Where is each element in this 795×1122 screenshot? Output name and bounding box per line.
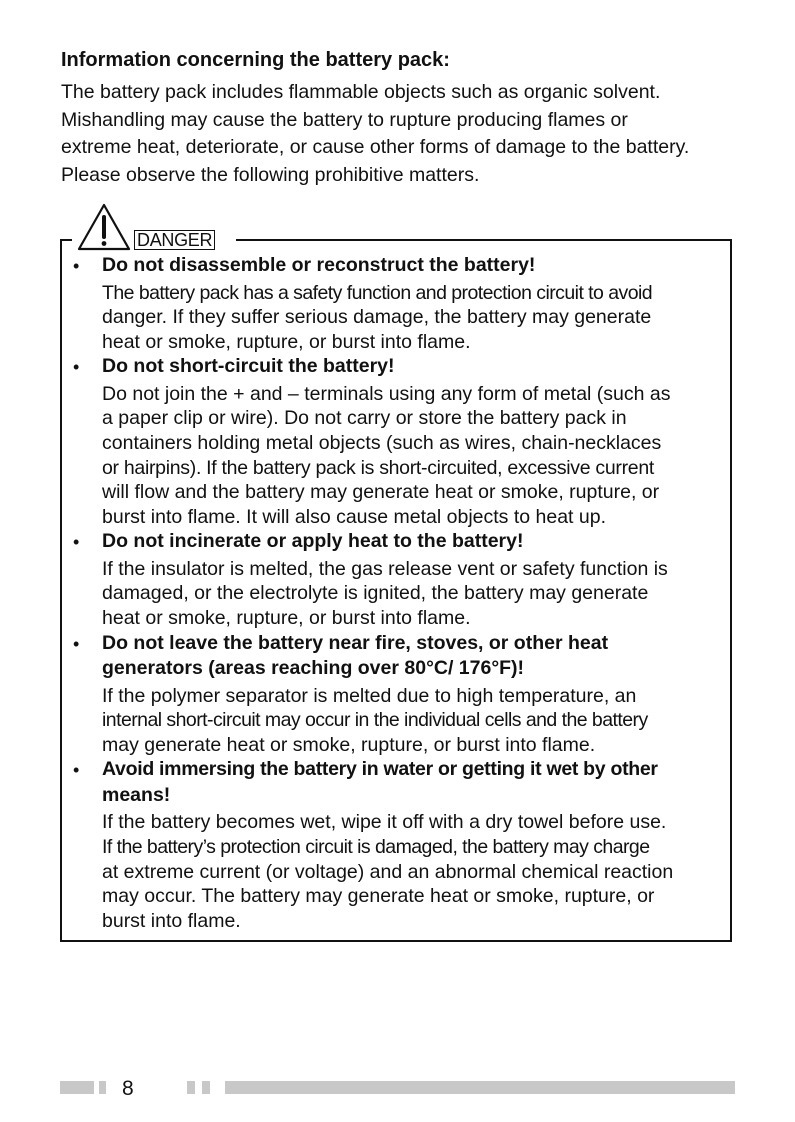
danger-header	[72, 200, 236, 252]
item-body-line: burst into flame.	[102, 909, 241, 932]
bullet: •	[73, 760, 80, 781]
list-item	[73, 253, 723, 354]
page-footer	[0, 1076, 795, 1106]
intro-line: Please observe the following prohibitive matters.	[61, 163, 480, 186]
danger-label: DANGER	[134, 230, 215, 250]
item-title-line: Do not disassemble or reconstruct the battery!	[102, 254, 536, 276]
intro-paragraph	[61, 79, 751, 189]
item-title	[102, 757, 723, 808]
bullet: •	[73, 532, 80, 553]
item-body-line: If the battery becomes wet, wipe it off with a dry towel before use.	[102, 811, 667, 834]
footer-bar-segment	[202, 1081, 210, 1094]
item-body-line: a paper clip or wire). Do not carry or store the battery pack in	[102, 407, 627, 430]
item-title-line: Avoid immersing the battery in water or getting it wet by other	[102, 758, 658, 781]
intro-line: extreme heat, deteriorate, or cause other forms of damage to the battery.	[61, 136, 690, 158]
list-item	[73, 757, 723, 933]
item-title	[102, 253, 723, 279]
item-title	[102, 631, 723, 682]
page-number: 8	[122, 1077, 134, 1100]
item-title	[102, 354, 723, 380]
item-body	[102, 382, 723, 530]
danger-list	[73, 253, 723, 933]
item-body-line: internal short-circuit may occur in the individual cells and the battery	[102, 709, 648, 732]
item-body-line: or hairpins). If the battery pack is short-circuited, excessive current	[102, 456, 655, 479]
item-title-line: Do not incinerate or apply heat to the battery!	[102, 530, 524, 553]
list-item	[73, 354, 723, 529]
item-title-line: generators (areas reaching over 80°C/ 176°F)!	[102, 657, 525, 680]
intro-line: Mishandling may cause the battery to rupture producing flames or	[61, 108, 628, 131]
item-body-line: may occur. The battery may generate heat or smoke, rupture, or	[102, 885, 655, 908]
item-body-line: may generate heat or smoke, rupture, or burst into flame.	[102, 733, 596, 756]
item-title	[102, 529, 723, 555]
list-item	[73, 631, 723, 758]
list-item	[73, 529, 723, 630]
item-body-line: The battery pack has a safety function and protection circuit to avoid	[102, 281, 653, 304]
footer-bar-segment	[225, 1081, 735, 1094]
item-body-line: If the battery’s protection circuit is damaged, the battery may charge	[102, 836, 650, 858]
item-body-line: danger. If they suffer serious damage, the battery may generate	[102, 306, 652, 329]
item-title-line: means!	[102, 783, 171, 806]
intro-line: The battery pack includes flammable objects such as organic solvent.	[61, 81, 661, 103]
item-body-line: heat or smoke, rupture, or burst into flame.	[102, 607, 471, 630]
item-body	[102, 281, 723, 355]
item-body-line: If the polymer separator is melted due to high temperature, an	[102, 684, 637, 707]
item-body-line: burst into flame. It will also cause metal objects to heat up.	[102, 505, 607, 528]
item-title-line: Do not short-circuit the battery!	[102, 355, 395, 378]
bullet: •	[73, 633, 80, 654]
warning-triangle-icon	[76, 202, 132, 252]
bullet: •	[73, 256, 80, 276]
item-body-line: damaged, or the electrolyte is ignited, the battery may generate	[102, 582, 649, 605]
footer-bar-segment	[99, 1081, 106, 1094]
item-body	[102, 557, 723, 631]
item-title-line: Do not leave the battery near fire, stoves, or other heat	[102, 631, 609, 654]
item-body	[102, 684, 723, 758]
item-body-line: Do not join the + and – terminals using any form of metal (such as	[102, 382, 671, 405]
item-body	[102, 810, 723, 933]
item-body-line: will flow and the battery may generate heat or smoke, rupture, or	[102, 481, 660, 504]
item-body-line: at extreme current (or voltage) and an abnormal chemical reaction	[102, 860, 674, 883]
bullet: •	[73, 357, 80, 378]
footer-bar-segment	[187, 1081, 195, 1094]
footer-bar-segment	[60, 1081, 94, 1094]
item-body-line: If the insulator is melted, the gas release vent or safety function is	[102, 557, 668, 580]
item-body-line: containers holding metal objects (such as wires, chain-necklaces	[102, 431, 662, 454]
section-heading: Information concerning the battery pack:	[61, 49, 450, 71]
item-body-line: heat or smoke, rupture, or burst into flame.	[102, 330, 471, 353]
